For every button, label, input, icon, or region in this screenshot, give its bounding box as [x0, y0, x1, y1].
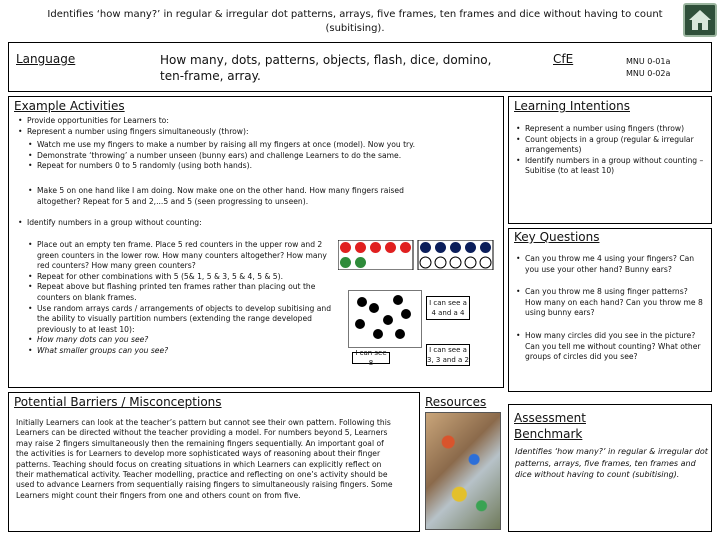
list-item: • Repeat for numbers 0 to 5 randomly (using both hands). [28, 161, 468, 172]
language-text: How many, dots, patterns, objects, flash, dice, domino, ten-frame, array. [160, 53, 492, 83]
ten-frame-printed [418, 240, 493, 270]
list-item: • Represent a number using fingers simultaneously (throw): [18, 127, 468, 138]
list-item: • Provide opportunities for Learners to: [18, 116, 468, 127]
page-title: Identifies ‘how many?’ in regular & irregular dot patterns, arrays, five frames, ten frames and dice without having to count (subitising). [47, 9, 663, 34]
barriers-heading: Potential Barriers / Misconceptions [14, 395, 222, 409]
list-item: • Identify numbers in a group without counting: [18, 218, 468, 229]
activities-sub-list [28, 140, 468, 172]
list-item: • How many dots can you see? [28, 335, 338, 346]
list-item: • Represent a number using fingers (throw) [516, 124, 706, 135]
list-item: • Use random arrays cards / arrangements of objects to develop subitising and the ability to visually partition numbers (extending the range developed previously to at least 10): [28, 304, 338, 336]
resources-heading: Resources [425, 395, 487, 409]
cfe-code: MNU 0-01a [626, 57, 671, 66]
red-counter [385, 242, 396, 253]
list-item: • Repeat above but flashing printed ten frames rather than placing out the counters on blank frames. [28, 282, 338, 303]
red-counter [340, 242, 351, 253]
list-item: • Make 5 on one hand like I am doing. Now make one on the other hand. How many fingers raised altogether? Repeat for 5 and 2,...5 and 5 (seen progressing to unseen). [28, 186, 448, 207]
ten-frame-coloured [338, 240, 413, 270]
example-activities-heading: Example Activities [14, 99, 125, 113]
list-item: • Can you throw me 8 using finger patterns? How many on each hand? Can you throw me 8 using bunny ears? [516, 287, 706, 319]
learning-intentions-list [516, 124, 706, 177]
activities-top-list [18, 116, 468, 137]
speech-tag: I can see a 4 and a 4 [426, 296, 470, 320]
speech-tag: I can see 8 [352, 352, 390, 364]
list-item: • How many circles did you see in the picture? Can you tell me without counting? What other groups of circles did you see? [516, 331, 706, 363]
list-item: • Count objects in a group (regular & irregular arrangements) [516, 135, 706, 156]
ten-frames-illustration [338, 240, 498, 270]
dot-array-card [348, 290, 422, 348]
list-item: • Repeat for other combinations with 5 (5& 1, 5 & 3, 5 & 4, 5 & 5). [28, 272, 338, 283]
list-item: • Identify numbers in a group without counting – Subitise (to at least 10) [516, 156, 706, 177]
key-questions-list [516, 254, 706, 363]
activities-sub-list-2 [28, 186, 448, 207]
cfe-codes [626, 56, 670, 80]
green-counter [340, 257, 351, 268]
key-questions-heading: Key Questions [514, 230, 600, 244]
red-counter [355, 242, 366, 253]
red-counter [370, 242, 381, 253]
list-item: • Watch me use my fingers to make a number by raising all my fingers at once (model). Now you try. [28, 140, 468, 151]
home-icon [685, 5, 715, 35]
list-item: • Can you throw me 4 using your fingers? Can you use your other hand? Bunny ears? [516, 254, 706, 275]
learning-intentions-heading: Learning Intentions [514, 99, 630, 113]
language-label: Language [16, 52, 76, 66]
resources-photo [425, 412, 501, 530]
assessment-heading: Assessment Benchmark [514, 411, 586, 441]
identify-list [18, 218, 468, 229]
list-item: • What smaller groups can you see? [28, 346, 338, 357]
list-item: • Demonstrate ‘throwing’ a number unseen (bunny ears) and challenge Learners to do the same. [28, 151, 468, 162]
cfe-label: CfE [553, 52, 574, 66]
green-counter [355, 257, 366, 268]
red-counter [400, 242, 411, 253]
barriers-text: Initially Learners can look at the teacher’s pattern but cannot see their own pattern. Following this Learners can be directed without the teacher providing a model. For numbers beyond 5, Learners may raise 2 fingers simultaneously then the remaining fingers sequentially. An important goal of the activities is for Learners to develop more sophisticated ways of reasoning about their finger patterns. Teaching should focus on creating situations in which Learners can explicitly reflect on their mathematical activity. Teacher modelling, practice and reflecting on one’s activity should be used to advance Learners from sequentially raising fingers to simultaneously raising fingers. Some Learners might count their fingers from one and others count on from five. [16, 418, 393, 500]
assessment-text: Identifies ‘how many?’ in regular & irregular dot patterns, arrays, five frames, ten frames and dice without having to count (subitising). [515, 447, 708, 479]
list-item: • Place out an empty ten frame. Place 5 red counters in the upper row and 2 green counters in the lower row. How many counters altogether? How many red counters? How many green counters? [28, 240, 338, 272]
home-button[interactable] [683, 3, 717, 37]
cfe-code: MNU 0-02a [626, 69, 671, 78]
speech-tag: I can see a 3, 3 and a 2 [427, 346, 469, 364]
identify-sub-list [28, 240, 338, 357]
